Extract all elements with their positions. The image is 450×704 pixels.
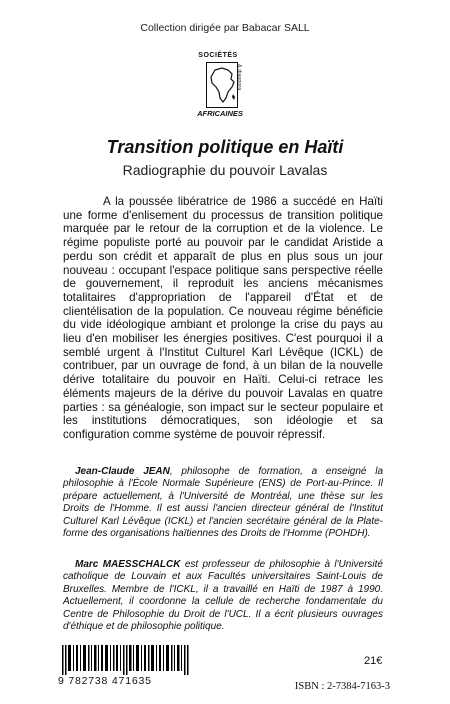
price-label: 21€ — [364, 655, 383, 667]
series-logo — [198, 52, 254, 132]
logo-side-text: & diaspora — [236, 64, 242, 91]
logo-bottom-text: AFRICAINES — [197, 109, 243, 118]
barcode-icon — [62, 645, 192, 675]
book-summary: A la poussée libératrice de 1986 a succédé en Haïti une forme d'enlisement du processus de transition politique marquée par le retour de la corruption et de la violence. Le régime populiste porté au pouvoir par le candidat Aristide a perdu son crédit et apparaît de plus en plus sous un jour nouveau : occupant l'espace politique sans perspective réelle de gouvernement, il reproduit les anciens mécanismes totalitaires d'appropriation de l'appareil d'État et de clientélisation de la population. Ce nouveau régime bénéficie du vide idéologique ambiant et prolonge la crise du pays au lieu d'en mobiliser les énergies positives. C'est pourquoi il a semblé urgent à l'Institut Culturel Karl Lévêque (ICKL) de contribuer, par un ouvrage de fond, à un bilan de la nouvelle dérive totalitaire du pouvoir en Haïti. Celui-ci retrace les éléments majeurs de la dérive du pouvoir Lavalas en quatre parties : sa généalogie, son impact sur le secteur populaire et les institutions démocratiques, son idéologie et sa configuration comme système de pouvoir répressif. — [63, 195, 383, 441]
author-name-2: Marc MAESSCHALCK — [75, 559, 181, 570]
author-bio-2 — [63, 559, 383, 633]
logo-top-text: SOCIÉTÉS — [198, 52, 238, 59]
author-bio-text-1: , philosophe de formation, a enseigné la philosophie à l'École Normale Supérieure (ENS) de Port-au-Prince. Il prépare actuellement, à l'Université de Montréal, une thèse sur les Droits de l'Homme. Il est aussi l'ancien directeur général de l'Institut Culturel Karl Lévêque (ICKL) et l'ancien secrétaire général de la Plate-forme des organisations haïtiennes des Droits de l'Homme (POHDH). — [63, 466, 384, 540]
author-bio-text-2: est professeur de philosophie à l'Université catholique de Louvain et aux Facultés universitaires Saint-Louis de Bruxelles. Membre de l'ICKL, il a travaillé en Haïti de 1987 à 1990. Actuellement, il coordonne la cellule de recherche fondamentale du Centre de Philosophie du Droit de l'UCL. Il a écrit plusieurs ouvrages d'éthique et de philosophie politique. — [63, 559, 383, 633]
book-title: Transition politique en Haïti — [106, 137, 344, 157]
author-bio-1 — [63, 466, 383, 540]
book-subtitle: Radiographie du pouvoir Lavalas — [122, 162, 328, 178]
author-name-1: Jean-Claude JEAN — [75, 466, 170, 477]
isbn-label: ISBN : 2-7384-7163-3 — [294, 681, 390, 692]
barcode-number: 9 782738 471635 — [58, 675, 152, 687]
africa-map-icon — [206, 62, 238, 108]
collection-label: Collection dirigée par Babacar SALL — [140, 22, 310, 34]
